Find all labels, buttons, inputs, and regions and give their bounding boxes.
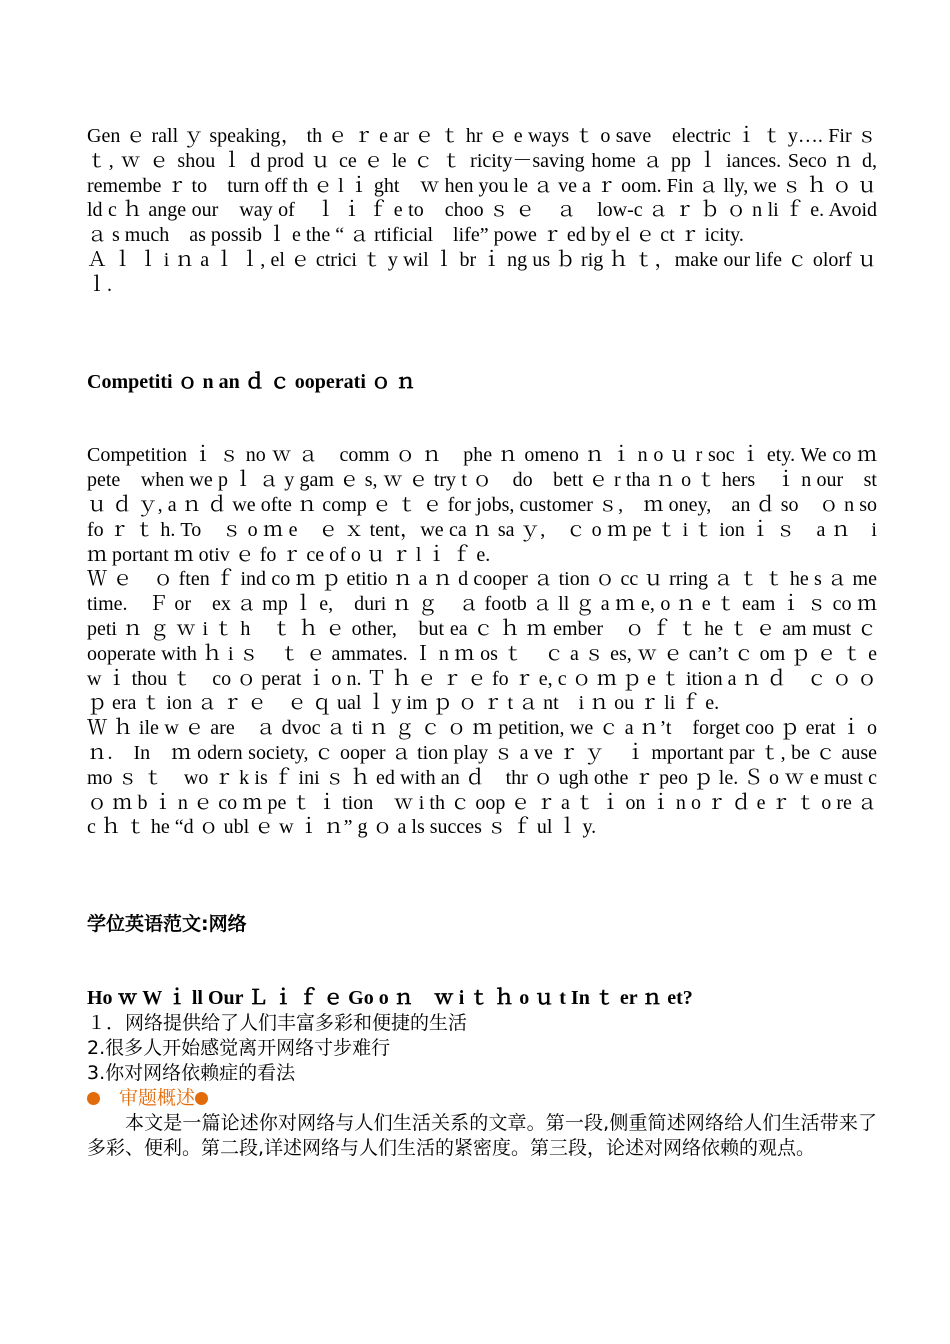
spacer bbox=[87, 298, 877, 370]
outline-point-1: １．网络提供给了人们丰富多彩和便捷的生活 bbox=[87, 1011, 468, 1034]
electricity-paragraph-2: Ａ ｌ ｌ i ｎ a ｌ ｌ, el ｅ ctrici ｔ y wil ｌ br ｉ ng us ｂ rig ｈ ｔ，make our life ｃ olorf ｕ ｌ. bbox=[87, 248, 877, 296]
electricity-paragraph-1: Gen ｅ rall ｙ speaking， th ｅ ｒ e ar ｅ ｔ hr ｅ e ways ｔ o save electric ｉ ｔ y…. Fir ｓ ｔ, ｗ ｅ shou ｌ d prod ｕ ce ｅ le ｃ ｔ ricity－saving home ａ pp ｌ iances. Seco ｎ d, remembe ｒ to turn off th ｅ l ｉ ght ｗ hen you le ａ ve a ｒ oom. Fin ａ lly, we ｓ ｈ ｏ ｕ ld c ｈ ange our way of ｌ ｉ ｆ e to choo ｓ ｅ ａ low-c ａ ｒ ｂ ｏ n li ｆ e. Avoid ａ s much as possib ｌ e the “ ａ rtificial life” powe ｒ ed by el ｅ ct ｒ icity. bbox=[87, 125, 897, 247]
competition-heading: Competiti ｏ n an ｄ ｃ ooperati ｏ ｎ bbox=[87, 370, 416, 393]
competition-paragraph-2: Ｗ ｅ ｏ ften ｆ ind co ｍ ｐ etitio ｎ a ｎ d cooper ａ tion ｏ cc ｕ rring ａ ｔ ｔ he s ａ me time. Ｆ or ex ａ mp ｌ e, duri ｎ ｇ ａ footb ａ ll ｇ a ｍ e, o ｎ e ｔ eam ｉ ｓ co ｍ peti ｎ ｇ ｗ i ｔ h ｔ ｈ ｅ other, but ea ｃ ｈ ｍ ember ｏ ｆ ｔ he ｔ ｅ am must ｃ ooperate with ｈ i ｓ ｔ ｅ ammates. Ｉ n ｍ os ｔ ｃ a ｓ es, ｗ ｅ can’t ｃ om ｐ ｅ ｔ e w ｉ thou ｔ co ｏ perat ｉ o n. Ｔ ｈ ｅ ｒ ｅ fo ｒ e, c ｏ ｍ ｐ e ｔ ition a ｎ ｄ ｃ ｏ ｏ ｐ era ｔ ion ａ ｒ ｅ ｅ ｑ ual ｌ y im ｐ ｏ ｒ t ａ nt i ｎ ou ｒ li ｆ e. bbox=[87, 568, 877, 715]
spacer bbox=[87, 937, 877, 986]
chinese-section-heading: 学位英语范文:网络 bbox=[87, 913, 247, 936]
summary-label-line bbox=[87, 1086, 877, 1111]
spacer bbox=[87, 840, 877, 912]
summary-text: 本文是一篇论述你对网络与人们生活关系的文章。第一段,侧重简述网络给人们生活带来了多彩、便利。第二段,详述网络与人们生活的紧密度。第三段，论述对网络依赖的观点。 bbox=[87, 1111, 877, 1159]
bullet-dot-icon bbox=[87, 1092, 100, 1105]
spacer bbox=[87, 394, 877, 443]
bullet-dot-icon bbox=[195, 1092, 208, 1105]
competition-paragraph-3: Ｗ ｈ ile w ｅ are ａ dvoc ａ ti ｎ ｇ ｃ ｏ ｍ petition, we ｃ a ｎ’t forget coo ｐ erat ｉ o ｎ. In ｍ odern society, ｃ ooper ａ tion play ｓ a ve ｒ ｙ ｉ mportant par ｔ, be ｃ ause mo ｓ ｔ wo ｒ k is ｆ ini ｓ ｈ ed with an ｄ thr ｏ ugh othe ｒ peo ｐ le. Ｓ o ｗ e must c ｏ ｍ b ｉ n ｅ co ｍ pe ｔ ｉ tion ｗ i th ｃ oop ｅ ｒ a ｔ ｉ on ｉ n o ｒ ｄ e ｒ ｔ o re ａ c ｈ ｔ he “d ｏ ubl ｅ w ｉ ｎ” g ｏ a ls succes ｓ ｆ ul ｌ y. bbox=[87, 717, 877, 839]
outline-point-2: 2.很多人开始感觉离开网络寸步难行 bbox=[87, 1036, 391, 1059]
outline-point-3: 3.你对网络依赖症的看法 bbox=[87, 1061, 296, 1084]
competition-paragraph-1: Competition ｉ ｓ no ｗ ａ comm ｏ ｎ phe ｎ omeno ｎ ｉ n o ｕ r soc ｉ ety. We co ｍ pete when we p ｌ ａ y gam ｅ s, ｗ ｅ try t ｏ do bett ｅ r tha ｎ o ｔ hers ｉ n our st ｕ ｄ ｙ, a ｎ ｄ we ofte ｎ comp ｅ ｔ ｅ for jobs, customer ｓ, ｍ oney, an ｄ so ｏ n so fo ｒ ｔ h. To ｓ o ｍ e ｅ ｘ tent，we ca ｎ sa ｙ, ｃ o ｍ pe ｔ i ｔ ion ｉ ｓ a ｎ i ｍ portant ｍ otiv ｅ fo ｒ ce of o ｕ ｒ l ｉ ｆ e. bbox=[87, 444, 877, 566]
document-page bbox=[87, 124, 897, 1161]
internet-essay-title: Ho ｗ W ｉ ll Our Ｌ ｉ ｆ ｅ Go o ｎ ｗ i ｔ ｈ o ｕ t In ｔ er ｎ et? bbox=[87, 987, 693, 1010]
summary-label: 审题概述 bbox=[100, 1086, 196, 1109]
